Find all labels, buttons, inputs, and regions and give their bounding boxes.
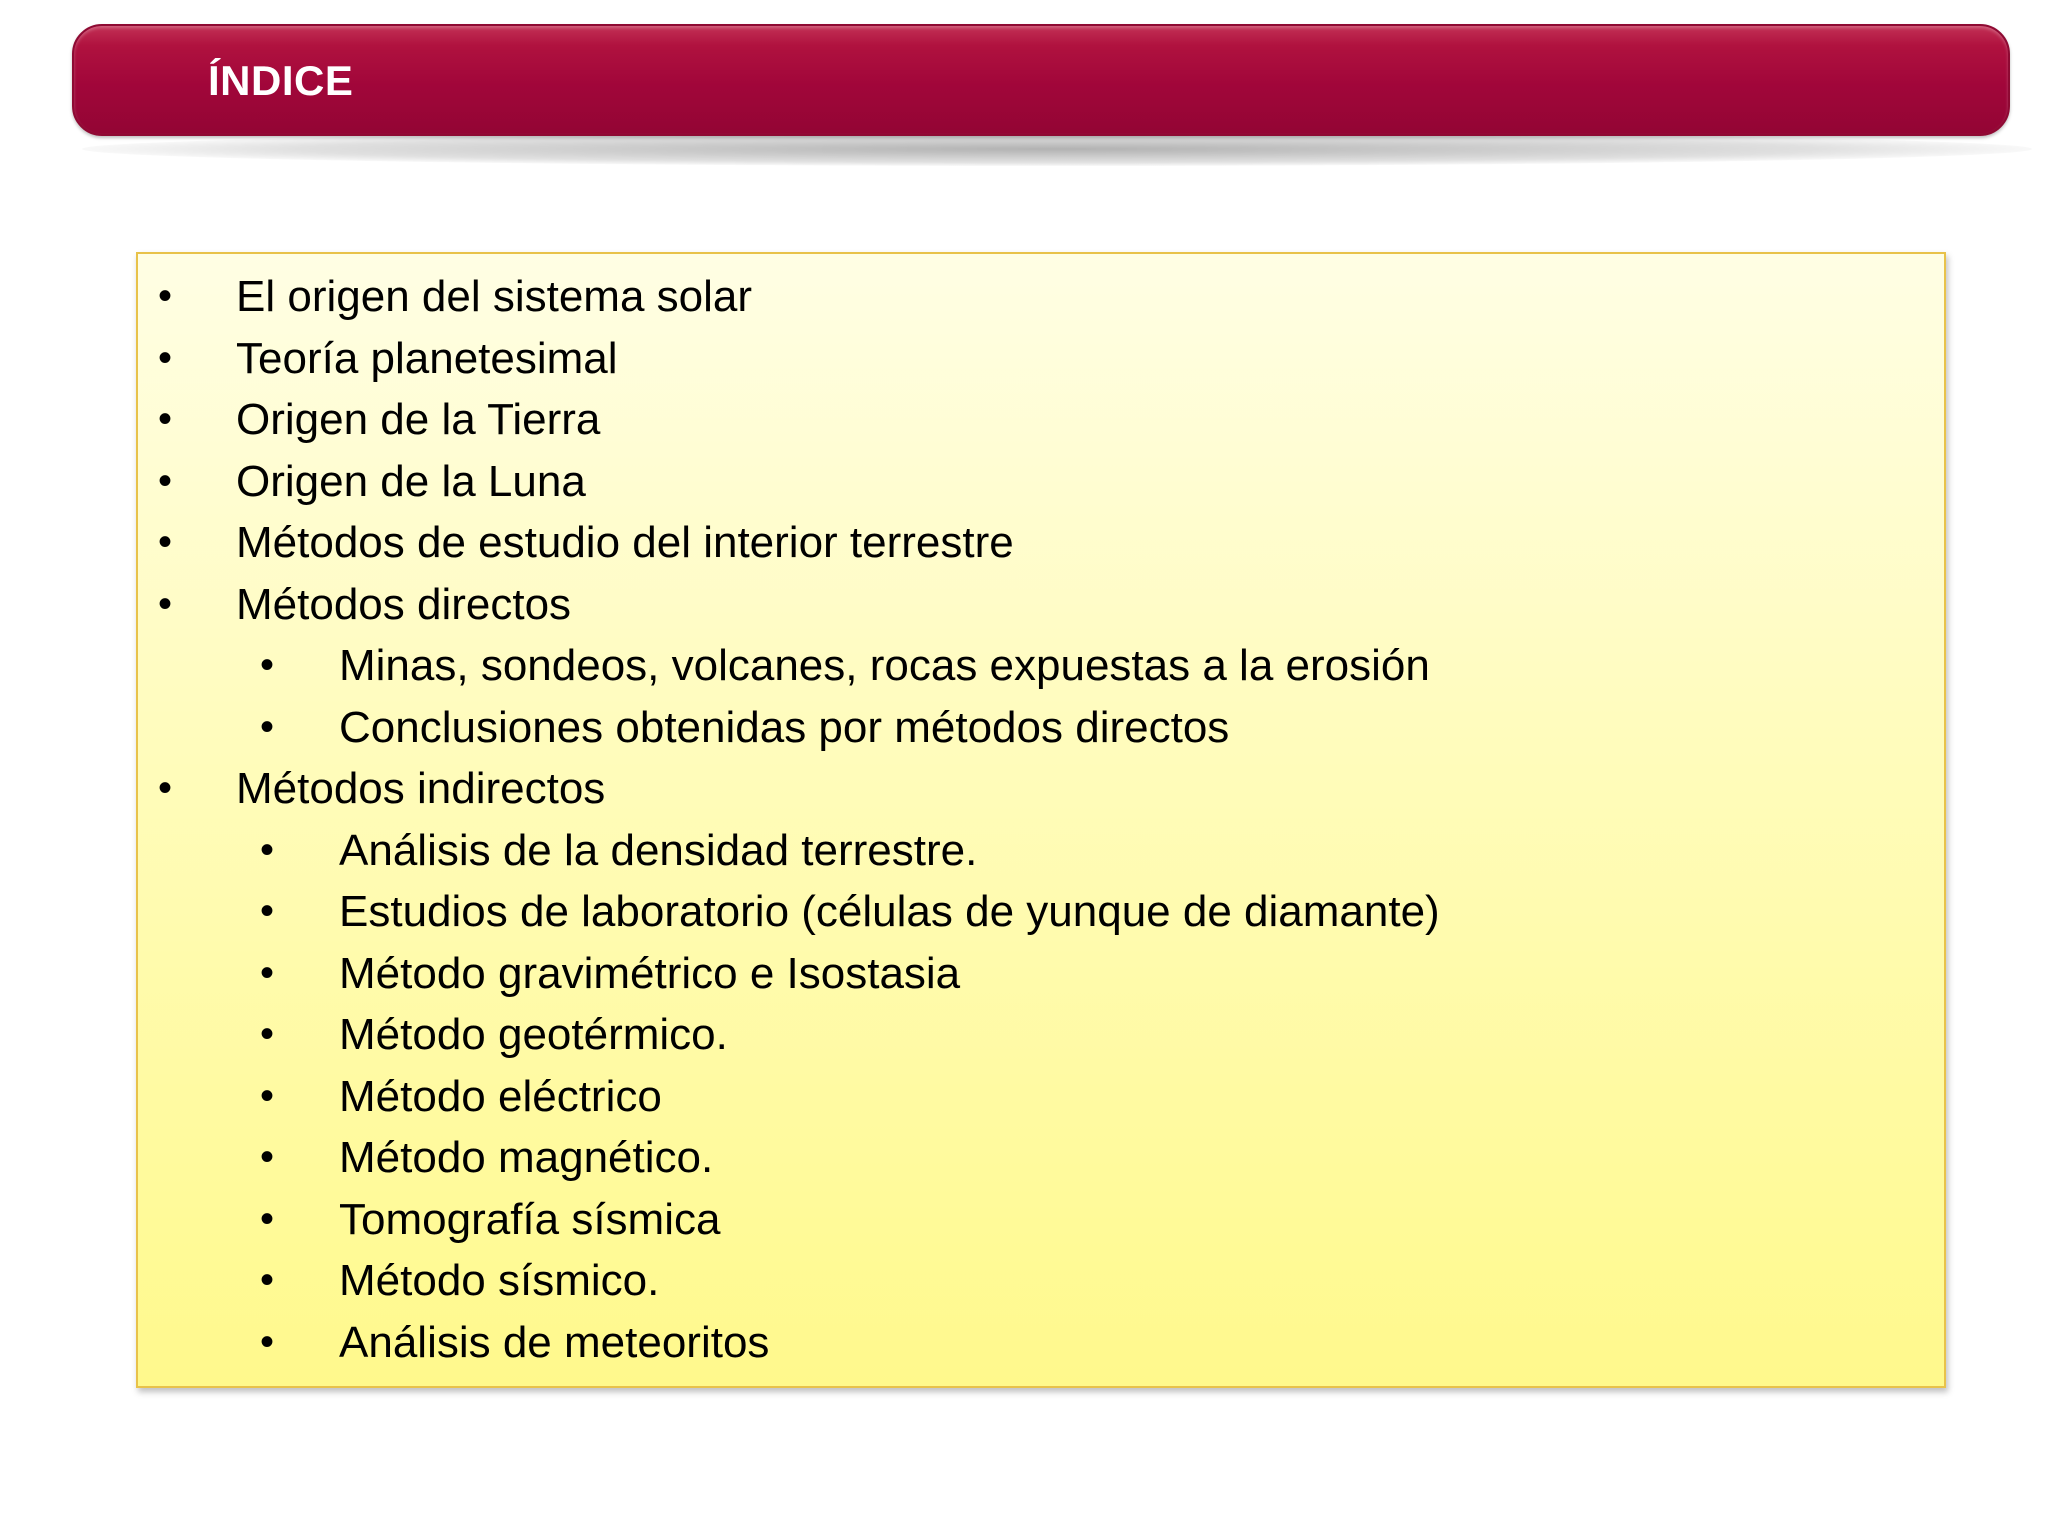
index-item-label: Origen de la Luna [236,456,586,506]
index-item [138,451,1944,513]
index-item-label: Origen de la Tierra [236,395,601,444]
index-item [138,266,1944,328]
bullet-icon: • [260,1012,275,1056]
index-item-label: Método sísmico. [339,1256,660,1305]
index-item-label: Estudios de laboratorio (células de yunque de diamante) [339,887,1440,936]
bullet-icon: • [158,458,173,503]
index-subitem [138,1312,1944,1374]
index-item-label: Método eléctrico [339,1071,662,1121]
index-item [138,328,1944,390]
bullet-icon: • [260,889,275,933]
bullet-icon: • [158,335,173,380]
index-item [138,574,1944,636]
index-subitem [138,697,1944,759]
index-item-label: Tomografía sísmica [339,1194,721,1244]
index-subitem [138,1250,1944,1312]
index-item-label: Teoría planetesimal [236,333,618,383]
index-item-label: Método magnético. [339,1133,714,1182]
index-item [138,512,1944,574]
bullet-icon: • [260,950,275,995]
index-subitem [138,943,1944,1005]
index-list [138,266,1944,1373]
index-subitem [138,881,1944,943]
header-bar [72,24,2010,136]
index-item-label: Métodos directos [236,579,572,629]
index-box [136,252,1946,1388]
index-item-label: Método gravimétrico e Isostasia [339,948,961,998]
bullet-icon: • [158,766,173,810]
bullet-icon: • [260,704,275,749]
index-item [138,758,1944,820]
bullet-icon: • [158,581,173,626]
bullet-icon: • [158,520,173,564]
bullet-icon: • [260,1196,275,1241]
bullet-icon: • [260,827,275,872]
bullet-icon: • [260,1258,275,1302]
index-item-label: Minas, sondeos, volcanes, rocas expuestas a la erosión [339,641,1430,690]
bullet-icon: • [158,274,173,318]
index-subitem [138,1066,1944,1128]
bullet-icon: • [158,397,173,441]
bullet-icon: • [260,1135,275,1179]
index-item-label: Análisis de la densidad terrestre. [339,825,978,875]
index-subitem [138,1004,1944,1066]
index-subitem [138,635,1944,697]
bullet-icon: • [260,643,275,687]
index-subitem [138,1127,1944,1189]
index-item [138,389,1944,451]
index-item-label: Conclusiones obtenidas por métodos directos [339,702,1230,752]
index-subitem [138,820,1944,882]
header-shadow [82,132,2032,166]
index-item-label: Método geotérmico. [339,1010,728,1059]
bullet-icon: • [260,1319,275,1364]
index-subitem [138,1189,1944,1251]
bullet-icon: • [260,1073,275,1118]
page-title: ÍNDICE [208,57,354,104]
index-item-label: Análisis de meteoritos [339,1317,770,1367]
index-item-label: El origen del sistema solar [236,272,753,321]
index-item-label: Métodos indirectos [236,764,606,813]
index-item-label: Métodos de estudio del interior terrestre [236,518,1014,567]
